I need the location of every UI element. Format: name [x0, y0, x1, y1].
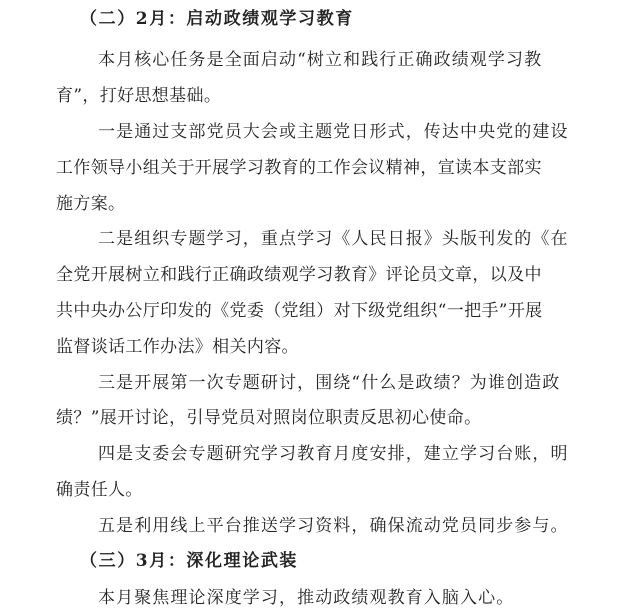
paragraph-item-one-line-1: 一是通过支部党员大会或主题党日形式，传达中央党的建设	[98, 122, 569, 142]
paragraph-item-two-line-2: 全党开展树立和践行正确政绩观学习教育》评论员文章，以及中	[56, 265, 542, 285]
paragraph-item-two-line-4: 监督谈话工作办法》相关内容。	[56, 337, 299, 357]
paragraph-core-task-line-2: 育”，打好思想基础。	[56, 86, 222, 106]
paragraph-item-two-line-3: 共中央办公厅印发的《党委（党组）对下级党组织“一把手”开展	[56, 301, 543, 321]
paragraph-item-three-line-2: 绩？”展开讨论，引导党员对照岗位职责反思初心使命。	[56, 408, 482, 428]
paragraph-item-one-line-2: 工作领导小组关于开展学习教育的工作会议精神，宣读本支部实	[56, 158, 542, 178]
paragraph-item-three-line-1: 三是开展第一次专题研讨，围绕“什么是政绩？为谁创造政	[98, 373, 561, 393]
paragraph-item-two-line-1: 二是组织专题学习，重点学习《人民日报》头版刊发的《在	[98, 229, 569, 249]
section-heading-march: （三）3月：深化理论武装	[80, 551, 299, 571]
paragraph-core-task-line-1: 本月核心任务是全面启动“树立和践行正确政绩观学习教	[98, 50, 543, 70]
paragraph-item-four-line-2: 确责任人。	[56, 480, 143, 500]
section-heading-february: （二）2月：启动政绩观学习教育	[80, 9, 354, 29]
paragraph-item-five-line-1: 五是利用线上平台推送学习资料，确保流动党员同步参与。	[98, 516, 569, 536]
paragraph-item-four-line-1: 四是支委会专题研究学习教育月度安排，建立学习台账，明	[98, 444, 569, 464]
paragraph-march-line-1: 本月聚焦理论深度学习，推动政绩观教育入脑入心。	[98, 588, 515, 608]
paragraph-item-one-line-3: 施方案。	[56, 194, 126, 214]
